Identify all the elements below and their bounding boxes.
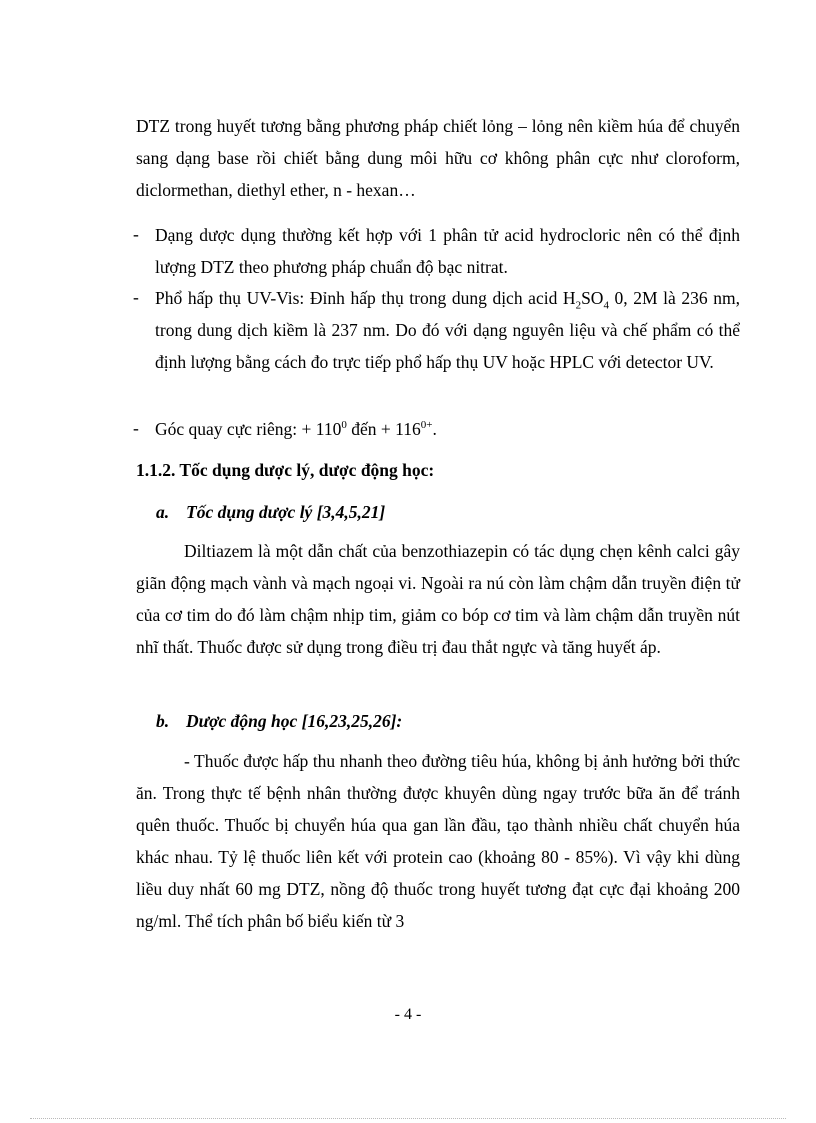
bullet-dash: - bbox=[133, 287, 139, 307]
bullet-item-titration: Dạng dược dụng thường kết hợp với 1 phân tử acid hydrocloric nên có thể định lượng DTZ theo phương pháp chuẩn độ bạc nitrat. bbox=[155, 225, 740, 277]
bullet-item-rotation: Góc quay cực riêng: + $110^0$ đến + $116^{0+}$. bbox=[155, 419, 437, 439]
bullet-dash: - bbox=[133, 418, 139, 438]
page-number: - 4 - bbox=[394, 1006, 422, 1023]
subsection-a-title: a. Tốc dụng dược lý [3,4,5,21] bbox=[156, 502, 386, 522]
intro-paragraph: DTZ trong huyết tương bằng phương pháp chiết lỏng – lỏng nên kiềm húa để chuyển sang dạng base rồi chiết bằng dung môi hữu cơ không phân cực như cloroform, diclormethan, diethyl ether, n - hexan… bbox=[136, 116, 740, 200]
bullet-dash: - bbox=[133, 224, 139, 244]
subsection-b-title: b. Dược động học [16,23,25,26]: bbox=[156, 711, 403, 731]
bullet-item-uv-vis: Phổ hấp thụ UV-Vis: Đỉnh hấp thụ trong dung dịch acid $H_2SO_4$ 0, 2M là 236 nm, trong dung dịch kiềm là 237 nm. Do đó với dạng nguyên liệu và chế phẩm có thể định lượng bằng cách đo trực tiếp phổ hấp thụ UV hoặc HPLC với detector UV. bbox=[155, 288, 740, 372]
pharmacokinetics-paragraph: - Thuốc được hấp thu nhanh theo đường tiêu húa, không bị ảnh hưởng bởi thức ăn. Trong thực tế bệnh nhân thường được khuyên dùng ngay trước bữa ăn để tránh quên thuốc. Thuốc bị chuyển húa qua gan lần đầu, tạo thành nhiều chất chuyển húa khác nhau. Tỷ lệ thuốc liên kết với protein cao (khoảng 80 - 85%). Vì vậy khi dùng liều duy nhất 60 mg DTZ, nồng độ thuốc trong huyết tương đạt cực đại khoảng 200 ng/ml. Thể tích phân bố biểu kiến từ 3 bbox=[136, 751, 740, 931]
pharmacology-paragraph: Diltiazem là một dẫn chất của benzothiazepin có tác dụng chẹn kênh calci gây giãn động mạch vành và mạch ngoại vi. Ngoài ra nú còn làm chậm dẫn truyền điện tử của cơ tim do đó làm chậm nhịp tim, giảm co bóp cơ tim và làm chậm dẫn truyền nút nhĩ thất. Thuốc được sử dụng trong điều trị đau thắt ngực và tăng huyết áp. bbox=[136, 541, 740, 657]
section-heading: 1.1.2. Tốc dụng dược lý, dược động học: bbox=[136, 460, 435, 480]
footer-divider bbox=[30, 1118, 786, 1119]
